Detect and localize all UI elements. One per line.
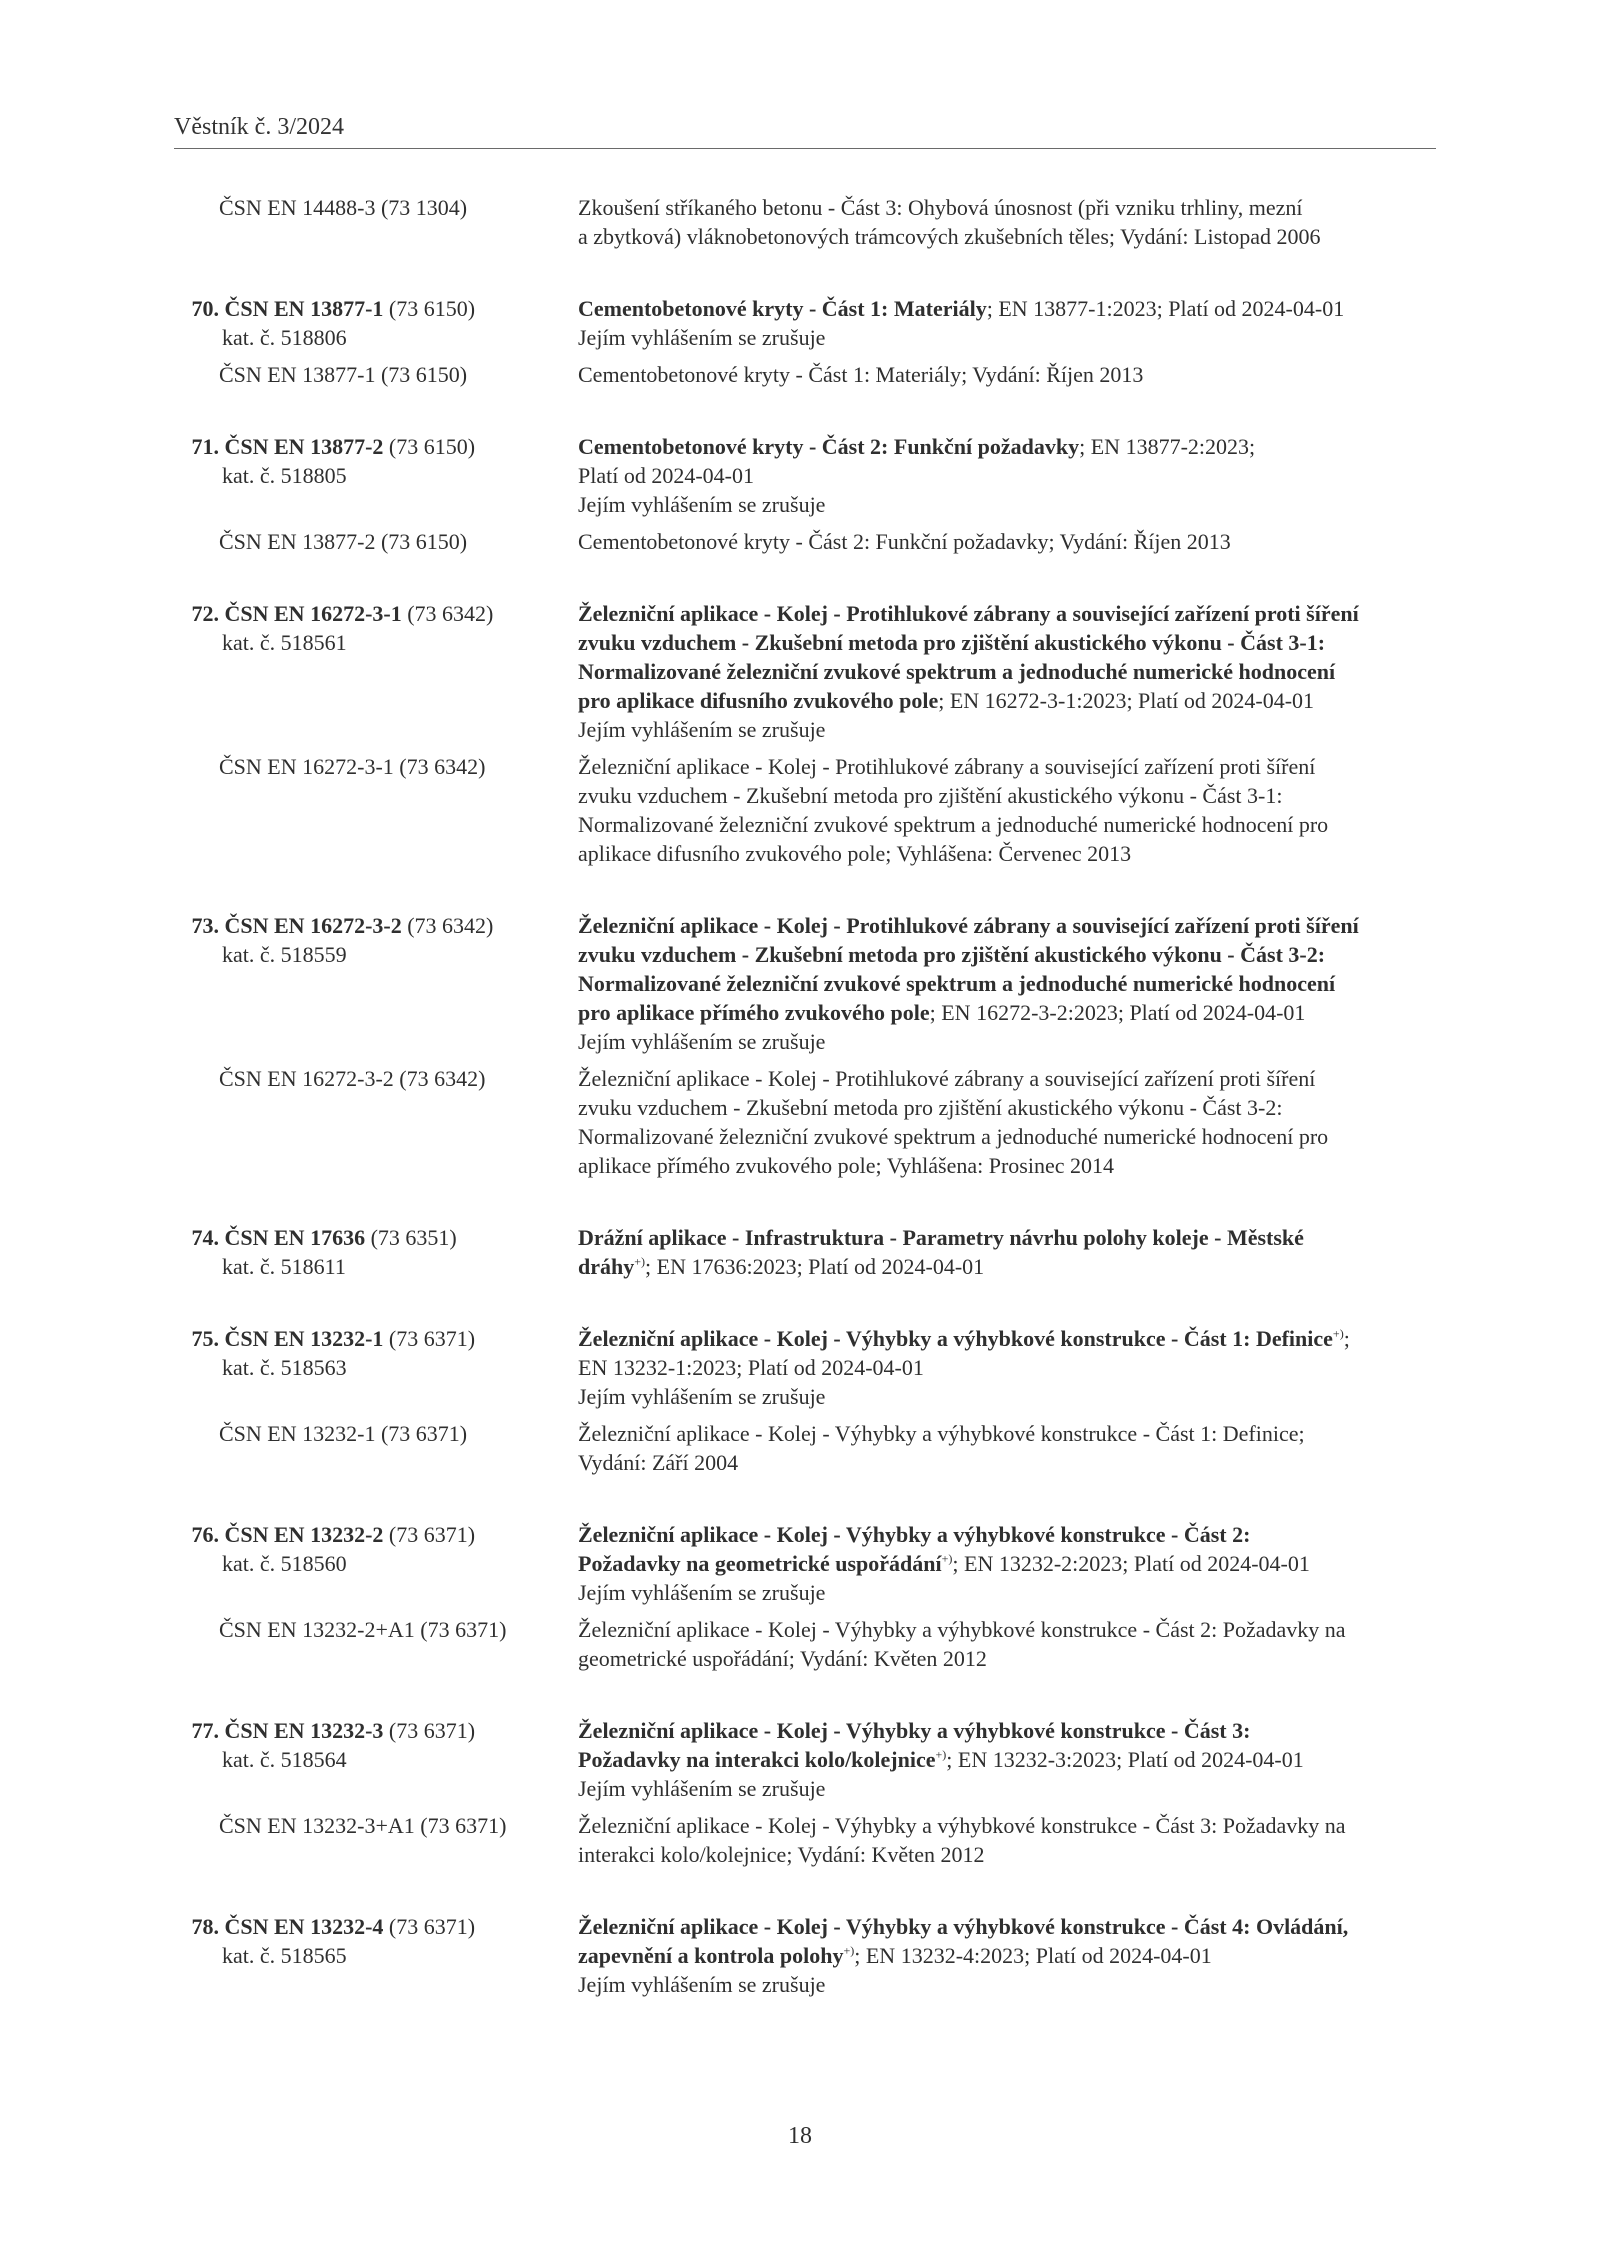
original-standard-code: ČSN EN 16272-3-1 (73 6342) bbox=[219, 754, 486, 779]
original-standard-code: ČSN EN 13877-1 (73 6150) bbox=[219, 362, 468, 387]
standard-entry bbox=[174, 1223, 1436, 1281]
standard-entry bbox=[174, 1912, 1436, 1999]
footnote-mark: +) bbox=[941, 1551, 953, 1566]
standard-code: ČSN EN 16272-3-2 bbox=[224, 913, 402, 938]
original-standard-code: ČSN EN 14488-3 (73 1304) bbox=[219, 195, 468, 220]
entry-heading bbox=[174, 599, 578, 628]
classification: (73 6342) bbox=[407, 601, 494, 626]
classification: (73 6150) bbox=[388, 434, 476, 459]
entry-number: 76. bbox=[191, 1522, 219, 1547]
entry-heading bbox=[174, 1716, 578, 1745]
original-standard-description: Železniční aplikace - Kolej - Výhybky a výhybkové konstrukce - Část 1: Definice; Vydání: Září 2004 bbox=[578, 1421, 1305, 1475]
original-standard-code: ČSN EN 16272-3-2 (73 6342) bbox=[219, 1066, 486, 1091]
footnote-mark: +) bbox=[935, 1747, 947, 1762]
classification: (73 6371) bbox=[388, 1326, 476, 1351]
classification: (73 6342) bbox=[407, 913, 494, 938]
entry-heading bbox=[174, 294, 578, 323]
classification: (73 6150) bbox=[388, 296, 476, 321]
continued-entry bbox=[174, 193, 1436, 251]
page-header bbox=[174, 113, 1436, 149]
standard-code: ČSN EN 13232-4 bbox=[224, 1914, 384, 1939]
catalog-number: kat. č. 518564 bbox=[222, 1747, 347, 1772]
standard-code: ČSN EN 13232-3 bbox=[224, 1718, 384, 1743]
entry-heading bbox=[174, 1223, 578, 1252]
original-standard-description: Zkoušení stříkaného betonu - Část 3: Ohybová únosnost (při vzniku trhliny, mezní a zbytková) vláknobetonových trámcových zkušebních těles; Vydání: Listopad 2006 bbox=[578, 195, 1321, 249]
catalog-number: kat. č. 518611 bbox=[222, 1254, 346, 1279]
catalog-number: kat. č. 518563 bbox=[222, 1355, 347, 1380]
cancel-note: Jejím vyhlášením se zrušuje bbox=[578, 717, 826, 742]
entry-title: Cementobetonové kryty - Část 2: Funkční požadavky; EN 13877-2:2023; bbox=[578, 434, 1256, 459]
original-standard-description: Železniční aplikace - Kolej - Výhybky a výhybkové konstrukce - Část 2: Požadavky na geometrické uspořádání; Vydání: Květen 2012 bbox=[578, 1617, 1346, 1671]
original-standard-code: ČSN EN 13877-2 (73 6150) bbox=[219, 529, 468, 554]
standard-code: ČSN EN 16272-3-1 bbox=[224, 601, 402, 626]
original-standard-description: Železniční aplikace - Kolej - Výhybky a výhybkové konstrukce - Část 3: Požadavky na interakci kolo/kolejnice; Vydání: Květen 2012 bbox=[578, 1813, 1346, 1867]
entry-title: Cementobetonové kryty - Část 1: Materiály; EN 13877-1:2023; Platí od 2024-04-01 bbox=[578, 296, 1345, 321]
standard-code: ČSN EN 13877-1 bbox=[224, 296, 384, 321]
standard-code: ČSN EN 13232-1 bbox=[224, 1326, 384, 1351]
standard-code: ČSN EN 17636 bbox=[224, 1225, 366, 1250]
entry-title-continued: Platí od 2024-04-01 bbox=[578, 463, 754, 488]
catalog-number: kat. č. 518560 bbox=[222, 1551, 347, 1576]
footnote-mark: +) bbox=[634, 1254, 646, 1269]
standard-code: ČSN EN 13232-2 bbox=[224, 1522, 384, 1547]
entry-number: 73. bbox=[191, 913, 219, 938]
classification: (73 6351) bbox=[370, 1225, 457, 1250]
entry-title: Železniční aplikace - Kolej - Výhybky a výhybkové konstrukce - Část 2: Požadavky na geometrické uspořádání+); EN 13232-2:2023; Platí od 2024-04-01 Jejím vyhlášením se zrušuje bbox=[578, 1520, 1436, 1607]
standard-entry bbox=[174, 294, 1436, 389]
entry-title: Železniční aplikace - Kolej - Výhybky a výhybkové konstrukce - Část 3: Požadavky na interakci kolo/kolejnice+); EN 13232-3:2023; Platí od 2024-04-01 Jejím vyhlášením se zrušuje bbox=[578, 1716, 1436, 1803]
standard-entry bbox=[174, 911, 1436, 1180]
standard-entry bbox=[174, 1324, 1436, 1477]
journal-title: Věstník č. 3/2024 bbox=[174, 114, 344, 140]
entry-title: Drážní aplikace - Infrastruktura - Parametry návrhu polohy koleje - Městské dráhy+); EN 17636:2023; Platí od 2024-04-01 bbox=[578, 1225, 1304, 1279]
original-standard-description: Železniční aplikace - Kolej - Protihlukové zábrany a související zařízení proti šíření zvuku vzduchem - Zkušební metoda pro zjištění akustického výkonu - Část 3-2: Normalizované železniční zvukové spektrum a jednoduché numerické hodnocení pro aplikace přímého zvukového pole; Vyhlášena: Prosinec 2014 bbox=[578, 1066, 1329, 1178]
cancel-note: Jejím vyhlášením se zrušuje bbox=[578, 1972, 826, 1997]
entry-heading bbox=[174, 432, 578, 461]
catalog-number: kat. č. 518806 bbox=[222, 325, 347, 350]
standard-entry bbox=[174, 1716, 1436, 1869]
page-number: 18 bbox=[788, 2123, 812, 2149]
entry-heading bbox=[174, 1912, 578, 1941]
original-standard-description: Železniční aplikace - Kolej - Protihlukové zábrany a související zařízení proti šíření zvuku vzduchem - Zkušební metoda pro zjištění akustického výkonu - Část 3-1: Normalizované železniční zvukové spektrum a jednoduché numerické hodnocení pro aplikace difusního zvukového pole; Vyhlášena: Červenec 2013 bbox=[578, 754, 1329, 866]
classification: (73 6371) bbox=[388, 1914, 476, 1939]
entry-title: Železniční aplikace - Kolej - Výhybky a výhybkové konstrukce - Část 1: Definice+); EN 13232-1:2023; Platí od 2024-04-01 Jejím vyhlášením se zrušuje bbox=[578, 1324, 1436, 1411]
original-standard-description: Cementobetonové kryty - Část 2: Funkční požadavky; Vydání: Říjen 2013 bbox=[578, 529, 1231, 554]
standard-entry bbox=[174, 599, 1436, 868]
entry-title: Železniční aplikace - Kolej - Protihlukové zábrany a související zařízení proti šíření zvuku vzduchem - Zkušební metoda pro zjištění akustického výkonu - Část 3-1: Normalizované železniční zvukové spektrum a jednoduché numerické hodnocení pro aplikace difusního zvukového pole; EN 16272-3-1:2023; Platí od 2024-04-01 Jejím vyhlášením se zrušuje bbox=[578, 599, 1436, 744]
entry-heading bbox=[174, 1324, 578, 1353]
entry-number: 75. bbox=[191, 1326, 219, 1351]
entry-number: 72. bbox=[191, 601, 219, 626]
original-standard-code: ČSN EN 13232-2+A1 (73 6371) bbox=[219, 1617, 507, 1642]
entry-heading bbox=[174, 911, 578, 940]
cancel-note: Jejím vyhlášením se zrušuje bbox=[578, 325, 826, 350]
cancel-note: Jejím vyhlášením se zrušuje bbox=[578, 1776, 826, 1801]
catalog-number: kat. č. 518559 bbox=[222, 942, 347, 967]
standards-list bbox=[174, 193, 1436, 2042]
standard-entry bbox=[174, 1520, 1436, 1673]
cancel-note: Jejím vyhlášením se zrušuje bbox=[578, 492, 826, 517]
entry-heading bbox=[174, 1520, 578, 1549]
standard-entry bbox=[174, 432, 1436, 556]
cancel-note: Jejím vyhlášením se zrušuje bbox=[578, 1029, 826, 1054]
footnote-mark: +) bbox=[843, 1943, 855, 1958]
entry-title: Železniční aplikace - Kolej - Protihlukové zábrany a související zařízení proti šíření zvuku vzduchem - Zkušební metoda pro zjištění akustického výkonu - Část 3-2: Normalizované železniční zvukové spektrum a jednoduché numerické hodnocení pro aplikace přímého zvukového pole; EN 16272-3-2:2023; Platí od 2024-04-01 Jejím vyhlášením se zrušuje bbox=[578, 911, 1436, 1056]
cancel-note: Jejím vyhlášením se zrušuje bbox=[578, 1384, 826, 1409]
catalog-number: kat. č. 518561 bbox=[222, 630, 347, 655]
catalog-number: kat. č. 518805 bbox=[222, 463, 347, 488]
classification: (73 6371) bbox=[388, 1522, 476, 1547]
standard-code: ČSN EN 13877-2 bbox=[224, 434, 384, 459]
entry-number: 70. bbox=[191, 296, 219, 321]
classification: (73 6371) bbox=[388, 1718, 476, 1743]
entry-number: 71. bbox=[191, 434, 219, 459]
entry-number: 77. bbox=[191, 1718, 219, 1743]
original-standard-description: Cementobetonové kryty - Část 1: Materiály; Vydání: Říjen 2013 bbox=[578, 362, 1144, 387]
entry-number: 74. bbox=[191, 1225, 219, 1250]
footnote-mark: +) bbox=[1332, 1326, 1344, 1341]
entry-title: Železniční aplikace - Kolej - Výhybky a výhybkové konstrukce - Část 4: Ovládání, zapevnění a kontrola polohy+); EN 13232-4:2023; Platí od 2024-04-01 Jejím vyhlášením se zrušuje bbox=[578, 1912, 1436, 1999]
entry-number: 78. bbox=[191, 1914, 219, 1939]
original-standard-code: ČSN EN 13232-3+A1 (73 6371) bbox=[219, 1813, 507, 1838]
original-standard-code: ČSN EN 13232-1 (73 6371) bbox=[219, 1421, 468, 1446]
catalog-number: kat. č. 518565 bbox=[222, 1943, 347, 1968]
cancel-note: Jejím vyhlášením se zrušuje bbox=[578, 1580, 826, 1605]
